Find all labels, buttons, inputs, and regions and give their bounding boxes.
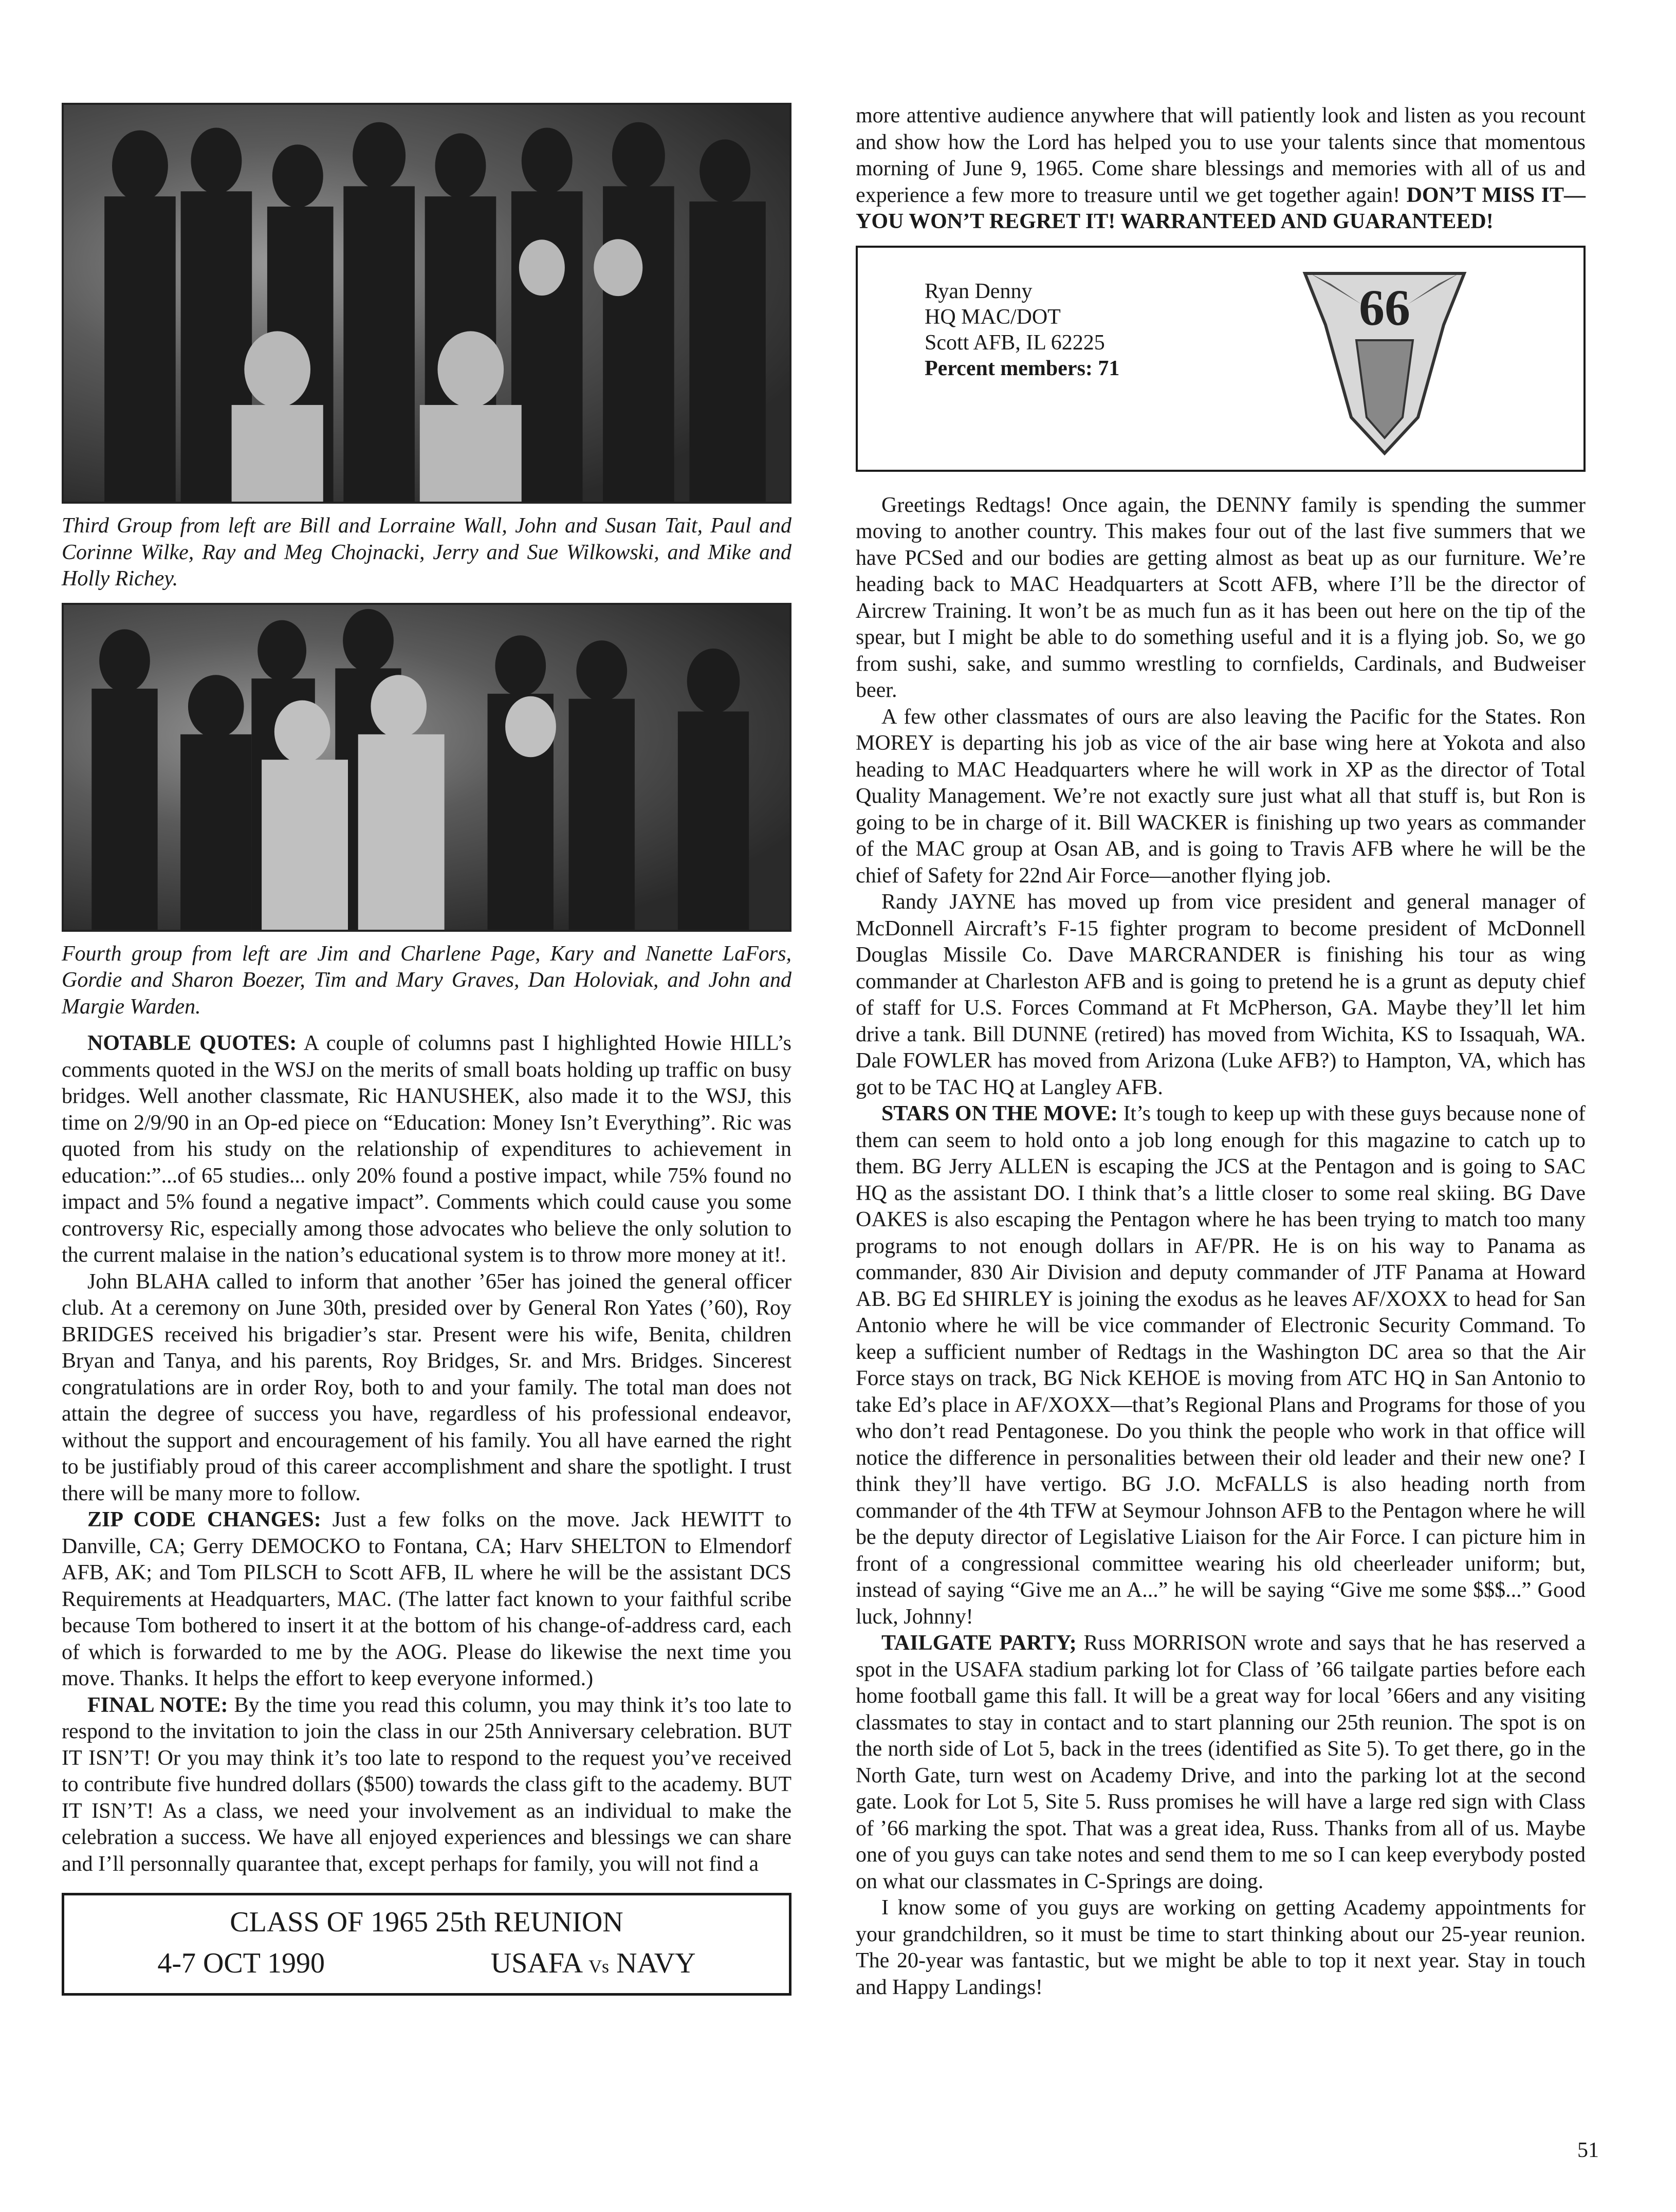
stars-text: It’s tough to keep up with these guys because none of them can seem to hold onto a job long enough for this magazine to catch up to them. BG Jerry ALLEN is escaping the JCS at the Pentagon and is going to SAC HQ as the assistant DO. I think that’s a little closer to some real skiing. BG Dave OAKES is also escaping the Pentagon where he has been trying to match too many programs to not enough dollars in AF/PR. He is on his way to Panama as commander, 830 Air Division and deputy commander of JTF Panama at Howard AB. BG Ed SHIRLEY is joining the exodus as he leaves AF/XOXX to head for San Antonio where he will be vice commander of Electronic Security Command. To keep a sufficient number of Redtags in the Washington DC area so that the Air Force stays on track, BG Nick KEHOE is moving from ATC HQ in San Antonio to take Ed’s place in AF/XOXX—that’s Regional Plans and Programs for those of you who don’t read Pentagonese. Do you think the people who work in that office will notice the difference in personalities between their old leader and their new one? I think they’ll have vertigo. BG J.O. McFALLS is also heading north from commander of the 4th TFW at Seymour Johnson AFB to the Pentagon where he will be the deputy director of Legislative Liaison for the Air Force. I can picture him in front of a congressional committee wearing his old cheerleader uniform; but, instead of saying “Give me an A...” he will be saying “Give me some $$$...” Good luck, Johnny!: [856, 1102, 1586, 1629]
crest-number: 66: [1359, 279, 1410, 336]
continued-bold-text: DON’T MISS IT—YOU WON’T REGRET IT! WARRANTEED AND GUARANTEED!: [856, 183, 1586, 233]
contact-office: HQ MAC/DOT: [925, 305, 1061, 329]
classmates-leaving-paragraph: A few other classmates of ours are also leaving the Pacific for the States. Ron MOREY is departing his job as vice of the air base wing here at Yokota and also heading to MAC Headquarters where he will work in XP as the director of Total Quality Management. We’re not exactly sure just what all that stuff is, but Ron is going to be in charge of it. Bill WACKER is finishing up two years as commander of the MAC group at Osan AB, and is going to Travis AFB where he will be the chief of Safety for 22nd Air Force—another flying job.: [856, 705, 1586, 888]
third-group-photo: [62, 103, 791, 504]
continued-text: more attentive audience anywhere that will patiently look and listen as you recount and show how the Lord has helped you to use your talents since that momentous morning of June 9, 1965. Come share blessings and memories with all of us and experience a few more to treasure until we get together again!: [856, 104, 1586, 207]
zip-changes-heading: ZIP CODE CHANGES:: [87, 1508, 321, 1532]
group-photo-silhouettes: [64, 105, 786, 502]
reunion-team-b: NAVY: [616, 1947, 696, 1979]
tailgate-heading: TAILGATE PARTY;: [881, 1631, 1077, 1655]
reunion-title: CLASS OF 1965 25th REUNION: [230, 1906, 623, 1938]
reunion-details: [75, 1943, 779, 1987]
contact-percent: Percent members: 71: [925, 356, 1120, 380]
reunion-dates: 4-7 OCT 1990: [157, 1947, 325, 1979]
randy-jayne-paragraph: Randy JAYNE has moved up from vice president and general manager of McDonnell Aircraft’s F-15 fighter program to become president of McDonnell Douglas Missile Co. Dave MARCRANDER is finishing his tour as wing commander at Charleston AFB and is going to pretend he is a grunt as deputy chief of staff for U.S. Forces Command at Ft McPherson, GA. Maybe they’ll let him drive a tank. Bill DUNNE (retired) has moved from Wichita, KS to Issaquah, WA. Dale FOWLER has moved from Arizona (Luke AFB?) to Hampton, VA, which has got to be TAC HQ at Langley AFB.: [856, 890, 1586, 1099]
tailgate-paragraph: [856, 1630, 1586, 1895]
final-note-paragraph: [62, 1692, 791, 1878]
final-note-text: By the time you read this column, you may think it’s too late to respond to the invitation to join the class in our 25th Anniversary celebration. BUT IT ISN’T! Or you may think it’s too late to respond to the request you’ve received to contribute five hundred dollars ($500) towards the class gift to the academy. BUT IT ISN’T! As a class, we need your involvement as an individual to make the celebration a success. We have all enjoyed experiences and blessings we can share and I’ll personnally quarantee that, except perhaps for family, you will not find a: [62, 1693, 791, 1876]
final-note-heading: FINAL NOTE:: [87, 1693, 228, 1717]
fourth-group-caption: Fourth group from left are Jim and Charlene Page, Kary and Nanette LaFors, Gordie and Sharon Boezer, Tim and Mary Graves, Dan Holoviak, and John and Margie Warden.: [62, 942, 791, 1019]
contact-name: Ryan Denny: [925, 279, 1033, 303]
notable-quotes-paragraph: [62, 1030, 791, 1269]
stars-paragraph: [856, 1101, 1586, 1630]
class-crest-icon: [1300, 263, 1469, 458]
class-contact-box: [856, 246, 1586, 472]
continued-paragraph: [856, 103, 1586, 235]
zip-changes-paragraph: [62, 1507, 791, 1692]
fourth-group-photo: [62, 603, 791, 932]
notable-quotes-text: A couple of columns past I highlighted Howie HILL’s comments quoted in the WSJ on the merits of small boats holding up traffic on busy bridges. Well another classmate, Ric HANUSHEK, also made it to the WSJ, this time on 2/9/90 in an Op-ed piece on “Education: Money Isn’t Everything”. Ric was quoted from his study on the relationship of expenditures to achievement in education:”...of 65 studies... only 20% found a postive impact, while 75% found no impact and 5% found a negative impact”. Comments which could cause you some controversy Ric, especially among those advocates who believe the only solution to the current malaise in the nation’s educational system is to throw more money at it!.: [62, 1031, 791, 1267]
reunion-closing-paragraph: I know some of you guys are working on getting Academy appointments for your grandchildren, so it must be time to start thinking about our 25-year reunion. The 20-year was fantastic, but we might be able to top it next year. Stay in touch and Happy Landings!: [856, 1896, 1586, 1999]
reunion-game: [491, 1943, 696, 1987]
tailgate-text: Russ MORRISON wrote and says that he has reserved a spot in the USAFA stadium parking lot for Class of ’66 tailgate parties before each home football game this fall. It will be a great way for local ’66ers and any visiting classmates to stay in contact and to start planning our 25th reunion. The spot is on the north side of Lot 5, back in the trees (identified as Site 5). To get there, go in the North Gate, turn west on Academy Drive, and into the parking lot at the second gate. Look for Lot 5, Site 5. Russ promises he will have a large red sign with Class of ’66 marking the spot. That was a great idea, Russ. Thanks from all of us. Maybe one of you guys can take notes and send them to me so I can keep everybody posted on what our classmates in C-Springs are doing.: [856, 1631, 1586, 1893]
group-photo-silhouettes-2: [64, 605, 784, 930]
blaha-paragraph: John BLAHA called to inform that another ’65er has joined the general officer club. At a ceremony on June 30th, presided over by General Ron Yates (’60), Roy BRIDGES received his brigadier’s star. Present were his wife, Benita, children Bryan and Tanya, and his parents, Roy Bridges, Sr. and Mrs. Bridges. Sincerest congratulations are in order Roy, both to and your family. The total man does not attain the degree of success you have, regardless of his professional endeavor, without the support and encouragement of his family. You all have earned the right to be justifiably proud of this career accomplishment and share the spotlight. I trust there will be many more to follow.: [62, 1269, 791, 1505]
right-column: [856, 103, 1586, 2001]
greetings-paragraph: Greetings Redtags! Once again, the DENNY family is spending the summer moving to another country. This makes four out of the last five summers that we have PCSed and our bodies are getting almost as beat up as our furniture. We’re heading back to MAC Headquarters at Scott AFB, where I’ll be the director of Aircrew Training. It won’t be as much fun as it has been out here on the tip of the spear, but I might be able to do something useful and it is a flying job. So, we go from sushi, sake, and summo wrestling to cornfields, Cardinals, and Budweiser beer.: [856, 493, 1586, 702]
reunion-team-a: USAFA: [490, 1947, 582, 1979]
left-column: [62, 103, 791, 1996]
reunion-box: [62, 1893, 791, 1996]
contact-city: Scott AFB, IL 62225: [925, 330, 1105, 355]
third-group-caption: Third Group from left are Bill and Lorraine Wall, John and Susan Tait, Paul and Corinne Wilke, Ray and Meg Chojnacki, Jerry and Sue Wilkowski, and Mike and Holly Richey.: [62, 514, 791, 591]
reunion-vs: Vs: [588, 1956, 610, 1977]
page-number: 51: [1577, 2139, 1599, 2162]
zip-changes-text: Just a few folks on the move. Jack HEWITT to Danville, CA; Gerry DEMOCKO to Fontana, CA; Harv SHELTON to Elmendorf AFB, AK; and Tom PILSCH to Scott AFB, IL where he will be the assistant DCS Requirements at Headquarters, MAC. (The latter fact known to your faithful scribe because Tom bothered to insert it at the bottom of his change-of-address card, each of which is forwarded to me by the AOG. Please do likewise the next time you move. Thanks. It helps the effort to keep everyone informed.): [62, 1508, 791, 1690]
contact-info: [925, 279, 1119, 381]
notable-quotes-heading: NOTABLE QUOTES:: [87, 1031, 297, 1055]
stars-heading: STARS ON THE MOVE:: [881, 1102, 1118, 1126]
